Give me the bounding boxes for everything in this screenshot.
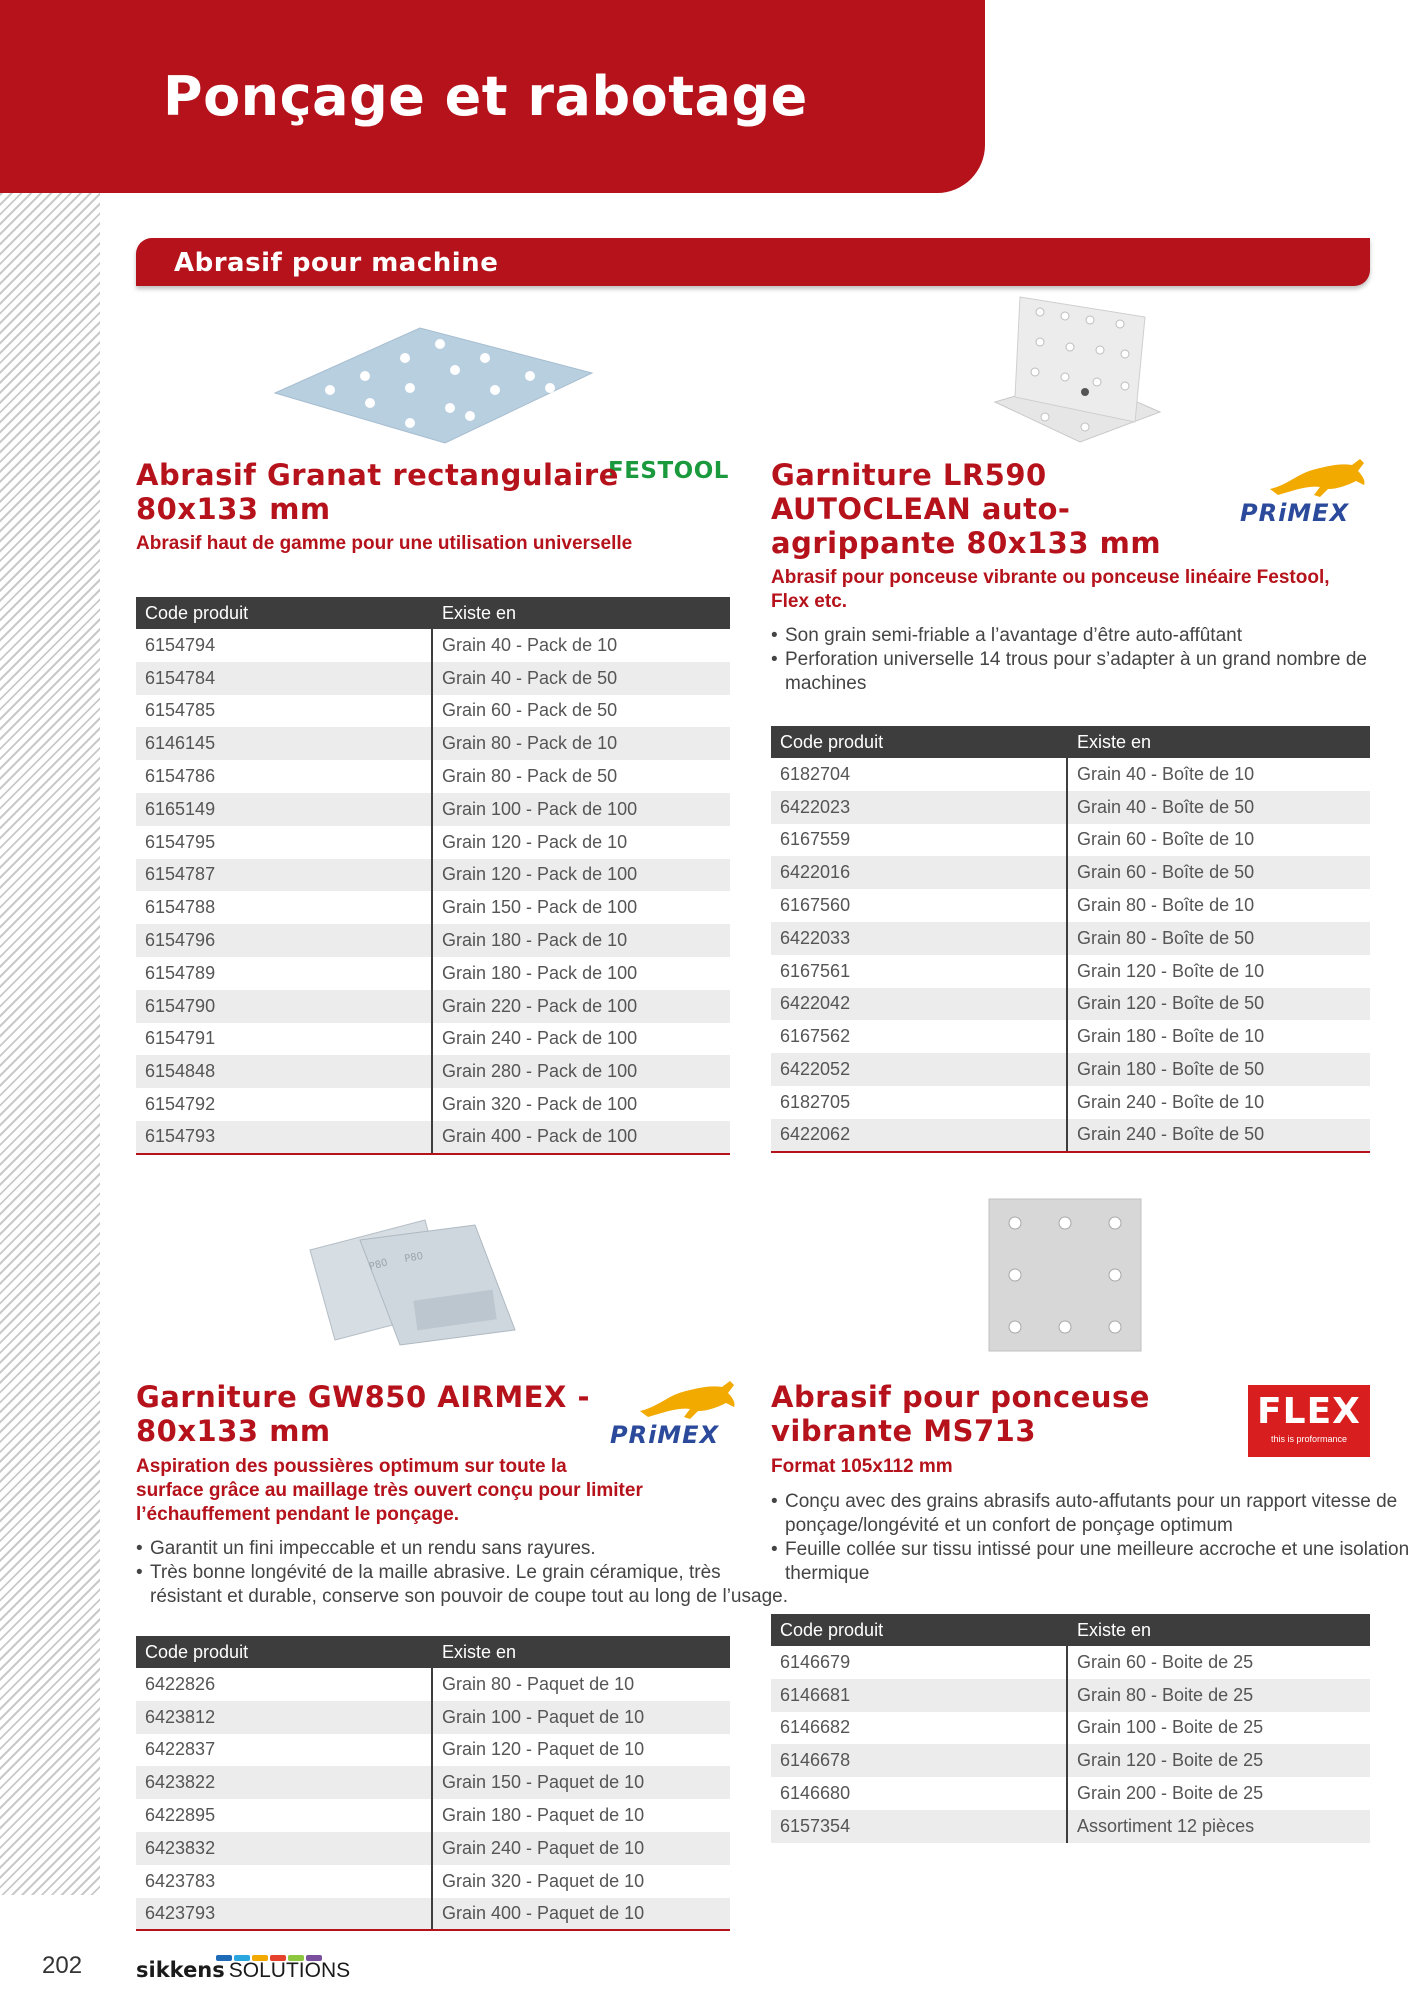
table-row: 6423793 Grain 400 - Paquet de 10	[136, 1898, 730, 1931]
table-row: 6154789 Grain 180 - Pack de 100	[136, 957, 730, 990]
table-row: 6154786 Grain 80 - Pack de 50	[136, 760, 730, 793]
table-row: 6146679 Grain 60 - Boite de 25	[771, 1646, 1370, 1679]
bullet-item: • Garantit un fini impeccable et un rendu sans rayures.	[136, 1537, 788, 1561]
table-header: Existe en	[432, 1636, 730, 1668]
table-row: 6154796 Grain 180 - Pack de 10	[136, 924, 730, 957]
table-row: 6167559 Grain 60 - Boîte de 10	[771, 824, 1370, 857]
bullet-item: • Conçu avec des grains abrasifs auto-affutants pour un rapport vitesse de ponçage/longévité et un confort de ponçage optimum	[771, 1490, 1409, 1538]
product-image-lr590	[985, 292, 1165, 457]
table-row: 6167562 Grain 180 - Boîte de 10	[771, 1020, 1370, 1053]
bullet-item: • Feuille collée sur tissu intissé pour une meilleure accroche et une isolation thermique	[771, 1538, 1409, 1586]
table-row: 6422052 Grain 180 - Boîte de 50	[771, 1053, 1370, 1086]
table-row: 6154784 Grain 40 - Pack de 50	[136, 662, 730, 695]
product-image-ms713	[985, 1195, 1145, 1355]
bullet-item: • Son grain semi-friable a l’avantage d’être auto-affûtant	[771, 624, 1367, 648]
solutions-wordmark: SOLUTIONS	[228, 1959, 351, 1982]
hatched-margin	[0, 0, 100, 1895]
table-header: Existe en	[1067, 726, 1370, 758]
table-row: 6422826 Grain 80 - Paquet de 10	[136, 1668, 730, 1701]
product-image-granat	[270, 318, 600, 448]
table-row: 6423832 Grain 240 - Paquet de 10	[136, 1832, 730, 1865]
table-row: 6154788 Grain 150 - Pack de 100	[136, 891, 730, 924]
table-header: Existe en	[1067, 1614, 1370, 1646]
bullet-item: • Perforation universelle 14 trous pour s’adapter à un grand nombre de machines	[771, 648, 1367, 696]
product-subtitle: Aspiration des poussières optimum sur toute la surface grâce au maillage très ouvert conçu pour limiter l’échauffement pendant le ponçage.	[136, 1456, 643, 1525]
table-row: 6182705 Grain 240 - Boîte de 10	[771, 1086, 1370, 1119]
flex-tagline: this is proformance	[1270, 1434, 1348, 1444]
page-header-band	[0, 0, 985, 193]
table-row: 6423812 Grain 100 - Paquet de 10	[136, 1701, 730, 1734]
table-row: 6146678 Grain 120 - Boite de 25	[771, 1744, 1370, 1777]
product-title: Abrasif pour ponceuse vibrante MS713	[771, 1380, 1150, 1448]
table-row: 6182704 Grain 40 - Boîte de 10	[771, 758, 1370, 791]
table-row: 6422016 Grain 60 - Boîte de 50	[771, 856, 1370, 889]
page-number: 202	[42, 1952, 83, 1979]
table-row: 6422033 Grain 80 - Boîte de 50	[771, 922, 1370, 955]
svg-text:P80: P80	[403, 1250, 425, 1265]
section-title: Abrasif pour machine	[174, 248, 499, 278]
product-title: Abrasif Granat rectangulaire 80x133 mm	[136, 458, 619, 526]
table-row: 6146145 Grain 80 - Pack de 10	[136, 727, 730, 760]
table-row: 6146681 Grain 80 - Boite de 25	[771, 1679, 1370, 1712]
svg-text:P80: P80	[367, 1257, 389, 1273]
table-row: 6154790 Grain 220 - Pack de 100	[136, 990, 730, 1023]
table-header: Existe en	[432, 597, 730, 629]
table-row: 6154793 Grain 400 - Pack de 100	[136, 1121, 730, 1154]
table-row: 6423822 Grain 150 - Paquet de 10	[136, 1766, 730, 1799]
table-row: 6423783 Grain 320 - Paquet de 10	[136, 1865, 730, 1898]
primex-logo	[1240, 455, 1370, 527]
product-title: Garniture LR590 AUTOCLEAN auto- agrippante 80x133 mm	[771, 458, 1162, 560]
product-subtitle: Abrasif haut de gamme pour une utilisation universelle	[136, 533, 633, 554]
table-row: 6154795 Grain 120 - Pack de 10	[136, 826, 730, 859]
table-row: 6422042 Grain 120 - Boîte de 50	[771, 988, 1370, 1021]
sikkens-wordmark: sikkens	[136, 1958, 225, 1982]
table-row: 6157354 Assortiment 12 pièces	[771, 1810, 1370, 1843]
puma-icon	[638, 1377, 738, 1421]
table-row: 6154791 Grain 240 - Pack de 100	[136, 1023, 730, 1056]
bullet-list	[771, 1490, 1409, 1586]
table-row: 6154787 Grain 120 - Pack de 100	[136, 859, 730, 892]
table-row: 6146680 Grain 200 - Boite de 25	[771, 1777, 1370, 1810]
festool-logo: FESTOOL	[608, 458, 729, 484]
table-header: Code produit	[771, 726, 1067, 758]
table-header: Code produit	[771, 1614, 1067, 1646]
color-bars-icon	[216, 1948, 324, 1954]
product-title: Garniture GW850 AIRMEX - 80x133 mm	[136, 1380, 590, 1448]
table-row: 6422023 Grain 40 - Boîte de 50	[771, 791, 1370, 824]
table-row: 6154794 Grain 40 - Pack de 10	[136, 629, 730, 662]
product-subtitle: Abrasif pour ponceuse vibrante ou ponceuse linéaire Festool, Flex etc.	[771, 567, 1330, 612]
table-row: 6167561 Grain 120 - Boîte de 10	[771, 955, 1370, 988]
table-row: 6165149 Grain 100 - Pack de 100	[136, 793, 730, 826]
product-table	[771, 726, 1370, 1153]
table-row: 6422062 Grain 240 - Boîte de 50	[771, 1119, 1370, 1152]
table-header: Code produit	[136, 1636, 432, 1668]
section-header	[136, 238, 1370, 286]
puma-icon	[1268, 455, 1368, 499]
bullet-list	[136, 1537, 788, 1609]
product-subtitle: Format 105x112 mm	[771, 1456, 953, 1477]
bullet-list	[771, 624, 1367, 696]
product-table	[771, 1614, 1370, 1843]
table-header: Code produit	[136, 597, 432, 629]
primex-logo	[610, 1377, 740, 1449]
primex-wordmark: PRiMEX	[610, 1421, 720, 1449]
product-table	[136, 1636, 730, 1931]
product-image-airmex	[305, 1210, 525, 1350]
table-row: 6154848 Grain 280 - Pack de 100	[136, 1055, 730, 1088]
flex-logo	[1248, 1385, 1370, 1457]
table-row: 6154785 Grain 60 - Pack de 50	[136, 695, 730, 728]
table-row: 6167560 Grain 80 - Boîte de 10	[771, 889, 1370, 922]
page-title: Ponçage et rabotage	[163, 65, 808, 128]
table-row: 6422837 Grain 120 - Paquet de 10	[136, 1734, 730, 1767]
table-row: 6146682 Grain 100 - Boite de 25	[771, 1712, 1370, 1745]
product-table	[136, 597, 730, 1155]
flex-wordmark: FLEX	[1257, 1391, 1361, 1432]
table-row: 6154792 Grain 320 - Pack de 100	[136, 1088, 730, 1121]
table-row: 6422895 Grain 180 - Paquet de 10	[136, 1799, 730, 1832]
primex-wordmark: PRiMEX	[1240, 499, 1350, 527]
bullet-item: • Très bonne longévité de la maille abrasive. Le grain céramique, très résistant et durable, conserve son pouvoir de coupe tout au long de l’usage.	[136, 1561, 788, 1609]
